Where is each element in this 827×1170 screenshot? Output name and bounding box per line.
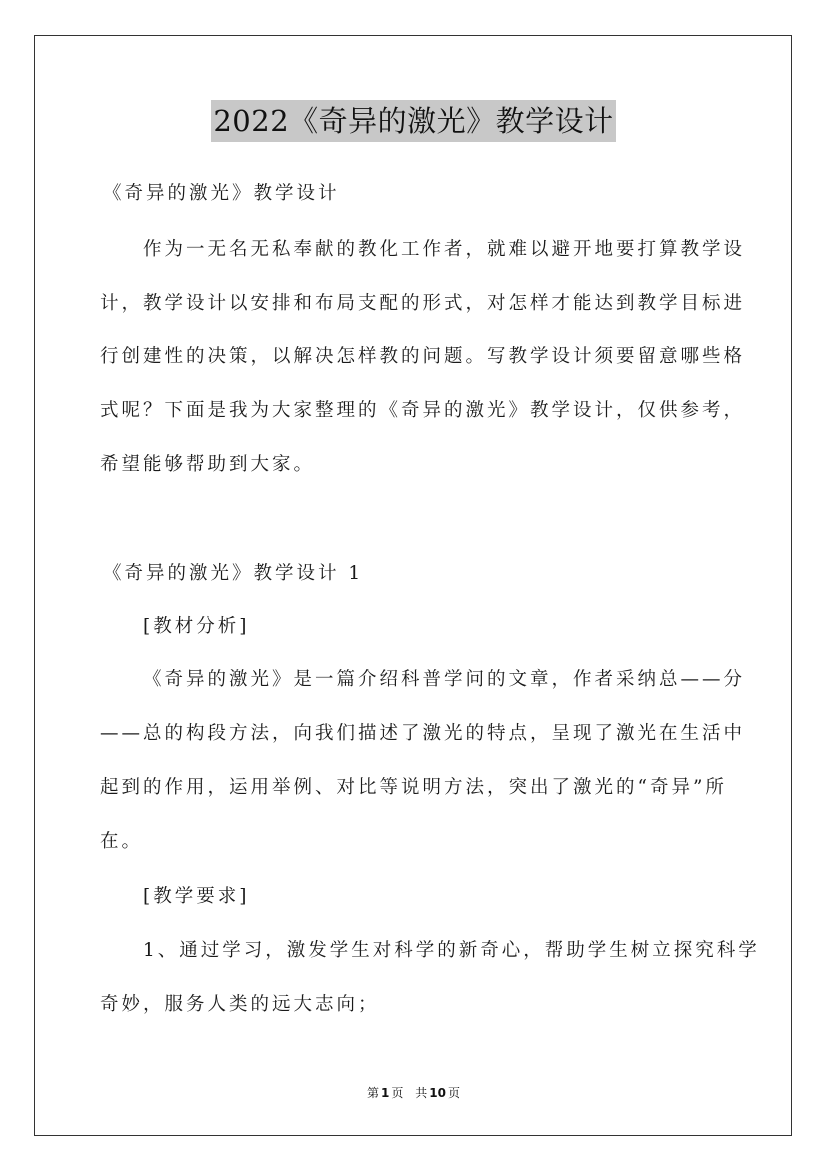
analysis-line: ——总的构段方法，向我们描述了激光的特点，呈现了激光在生活中 (100, 723, 746, 744)
page-number: 1 (381, 1086, 390, 1100)
intro-line: 希望能够帮助到大家。 (100, 454, 316, 475)
document-title: 2022《奇异的激光》教学设计 (211, 100, 615, 142)
page-label-prefix: 第 (367, 1086, 380, 1100)
intro-line: 作为一无名无私奉献的教化工作者，就难以避开地要打算教学设 (143, 239, 746, 260)
requirements-heading: [教学要求] (143, 886, 250, 907)
page-indicator (365, 1086, 405, 1100)
total-label-suffix: 页 (447, 1086, 460, 1100)
title-container (0, 100, 827, 142)
analysis-heading: [教材分析] (143, 616, 250, 637)
analysis-line: 起到的作用，运用举例、对比等说明方法，突出了激光的“奇异”所 (100, 777, 727, 798)
total-indicator (413, 1086, 462, 1100)
section-heading: 《奇异的激光》教学设计 1 (103, 563, 364, 584)
page-label-suffix: 页 (391, 1086, 404, 1100)
intro-line: 式呢？下面是我为大家整理的《奇异的激光》教学设计，仅供参考， (100, 400, 746, 421)
analysis-line: 《奇异的激光》是一篇介绍科普学问的文章，作者采纳总——分 (143, 669, 746, 690)
intro-line: 行创建性的决策，以解决怎样教的问题。写教学设计须要留意哪些格 (100, 346, 746, 367)
page-footer (0, 1084, 827, 1101)
requirement-line: 奇妙，服务人类的远大志向； (100, 994, 380, 1015)
document-subtitle: 《奇异的激光》教学设计 (103, 183, 340, 204)
intro-line: 计，教学设计以安排和布局支配的形式，对怎样才能达到教学目标进 (100, 293, 746, 314)
total-pages: 10 (429, 1086, 446, 1100)
total-label-prefix: 共 (415, 1086, 428, 1100)
analysis-line: 在。 (100, 831, 144, 852)
requirement-line: 1、通过学习，激发学生对科学的新奇心，帮助学生树立探究科学 (143, 940, 760, 961)
